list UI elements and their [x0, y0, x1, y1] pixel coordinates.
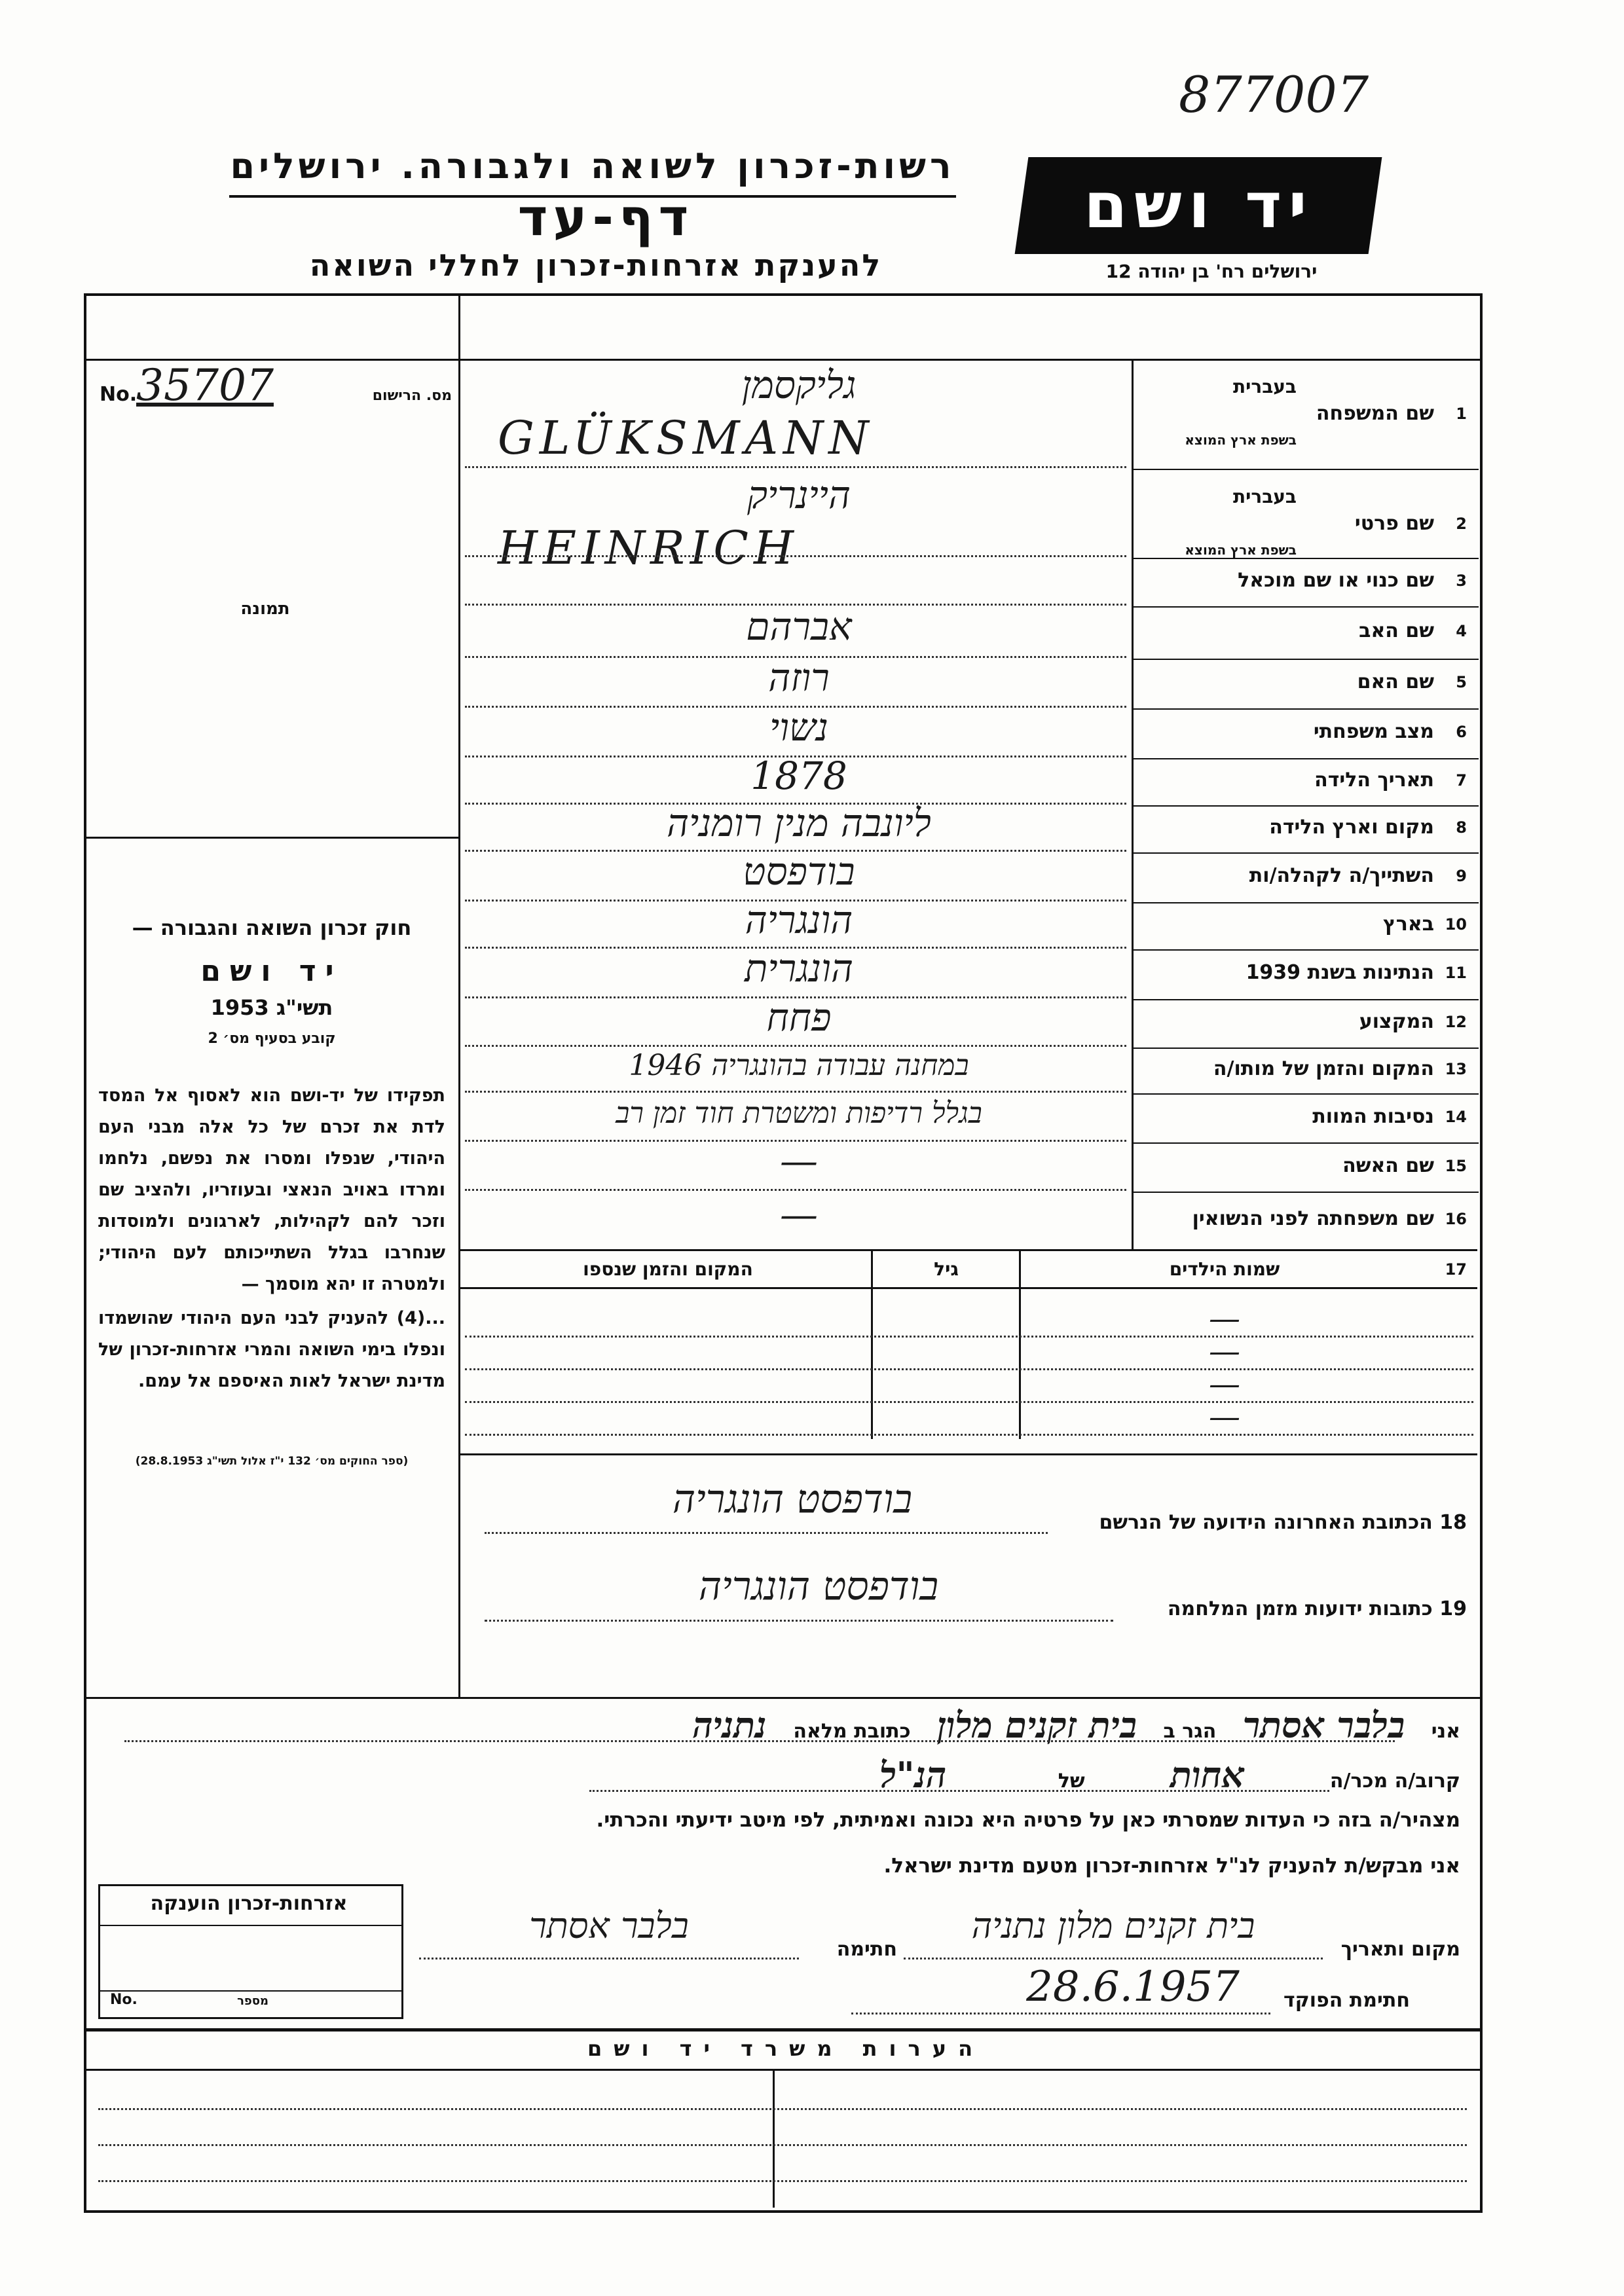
- field-1-hebrew-sublabel: בעברית: [1232, 376, 1297, 397]
- law-paragraph-1: תפקידו של יד-ושם הוא לאסוף אל המסד לדת את זכרם של כל אלה מבני העם היהודי, שנפלו ומסרו את נפשם, נלחמו ומרדו באויב הנאצי ובעוזריו, ולהציב שם וזכר להם לקהילות, לארגונים ולמוסדות שנחרבו בגלל השתייכותם לעם היהודי; ולמטרה זו יהא מוסמך —: [98, 1085, 445, 1294]
- declaration-line-1: [131, 1702, 1460, 1755]
- field-2-number: 2: [1456, 515, 1467, 533]
- declaration-top-line: [86, 1697, 1480, 1699]
- field-2-origin-sublabel: בשפת ארץ המוצא: [1185, 542, 1297, 558]
- frame-top-band: [86, 359, 1480, 361]
- field-value-dotline: [465, 1045, 1126, 1047]
- field-13-label: המקום והזמן של מותו/ה: [1213, 1057, 1434, 1080]
- field-3-number: 3: [1456, 572, 1467, 590]
- place-date-dots: [904, 1958, 1323, 1959]
- field-8-number: 8: [1456, 818, 1467, 837]
- field-1-number: 1: [1456, 405, 1467, 423]
- office-notes-top-line: [86, 2028, 1480, 2032]
- field-18-label: [1035, 1511, 1467, 1534]
- left-column-divider: [458, 296, 460, 1697]
- form-title: דף-עד: [517, 189, 694, 247]
- field-11-number: 11: [1445, 964, 1467, 982]
- law-clause: קובע בסעיף מס׳ 2: [208, 1030, 336, 1047]
- field-9-label: השתייך/ה לקהלה/ות: [1249, 864, 1434, 887]
- decl-relation: אחות: [1170, 1754, 1245, 1796]
- field-row-separator: [1132, 659, 1479, 660]
- office-notes-dots-1: [98, 2108, 1467, 2110]
- photo-label: תמונה: [240, 599, 290, 619]
- field-16-label: שם משפחתה לפני הנשואין: [1192, 1207, 1434, 1230]
- field-10-label: בארץ: [1382, 913, 1434, 936]
- field-14-label: נסיבות המוות: [1312, 1104, 1434, 1128]
- field-value-dotline: [465, 1189, 1126, 1191]
- field-10-value: הונגריה: [745, 897, 853, 942]
- field-row-separator: [1132, 999, 1479, 1000]
- field-value-dotline: [465, 466, 1126, 468]
- officer-signature-value: 28.6.1957: [1026, 1963, 1240, 2011]
- children-names-header: שמות הילדים: [1169, 1258, 1280, 1280]
- field-11-label: הנתינות בשנת 1939: [1246, 961, 1434, 984]
- field-row-separator: [1132, 1142, 1479, 1144]
- stamp-box-divider-2: [100, 1990, 401, 1992]
- field-row-separator: [1132, 758, 1479, 759]
- decl-lives-label: הגר ב: [1163, 1720, 1217, 1743]
- field-row-separator: [1132, 1093, 1479, 1095]
- law-name: יד ושם: [200, 955, 343, 988]
- field-15-number: 15: [1445, 1156, 1467, 1175]
- field-row-separator: [1132, 805, 1479, 807]
- field-row-separator: [1132, 902, 1479, 903]
- field-16-number: 16: [1445, 1210, 1467, 1228]
- field-row-separator: [1132, 606, 1479, 608]
- decl-name: בלבר אסתר: [1242, 1704, 1405, 1746]
- decl-place: בית זקנים מלון: [937, 1704, 1137, 1746]
- field-row-separator: [1132, 1192, 1479, 1193]
- decl-line-1-dots: [124, 1740, 1395, 1742]
- place-date-label: מקום ותאריך: [1340, 1938, 1460, 1961]
- form-subtitle: להענקת אזרחות-זכרון לחללי השואה: [309, 247, 883, 283]
- logo-address: ירושלים רח' בן יהודה 12: [1105, 261, 1318, 282]
- children-col-divider-1: [871, 1249, 873, 1439]
- field-9-value: בודפסט: [743, 848, 855, 894]
- office-notes-col-divider: [773, 2069, 775, 2208]
- field-2-latin-value: HEINRICH: [498, 521, 800, 575]
- logo-text: יד ושם: [1083, 169, 1314, 242]
- field-4-value: אברהם: [746, 604, 852, 649]
- field-18-dotline: [485, 1532, 1048, 1534]
- field-4-number: 4: [1456, 622, 1467, 640]
- field-row-separator: [1132, 469, 1479, 470]
- field-13-number: 13: [1445, 1060, 1467, 1078]
- archive-number: 877007: [1179, 65, 1369, 124]
- field-value-dotline: [465, 555, 1126, 557]
- field-2-hebrew-sublabel: בעברית: [1232, 486, 1297, 507]
- field-1-label: שם המשפחה: [1316, 402, 1434, 425]
- field-5-value: רוזה: [768, 655, 830, 700]
- children-header-line: [458, 1287, 1477, 1289]
- officer-dots: [851, 2013, 1270, 2014]
- decl-address-label: כתובת מלאה: [793, 1720, 911, 1743]
- field-6-number: 6: [1456, 723, 1467, 741]
- field-value-dotline: [465, 1091, 1126, 1093]
- record-number-value: 35707: [136, 360, 274, 410]
- field-1-origin-sublabel: בשפת ארץ המוצא: [1185, 432, 1297, 448]
- field-1-latin-value: GLÜKSMANN: [498, 411, 874, 465]
- field-2-value: היינריק: [747, 473, 851, 517]
- office-notes-title: הערות משרד יד ושם: [587, 2036, 985, 2061]
- authority-line: רשות-זכרון לשואה ולגבורה. ירושלים: [230, 145, 955, 187]
- field-7-value: 1878: [750, 753, 847, 798]
- place-date-value: בית זקנים מלון נתניה: [971, 1905, 1255, 1946]
- field-row-separator: [1132, 558, 1479, 559]
- office-notes-dots-3: [98, 2180, 1467, 2182]
- children-age-header: גיל: [934, 1258, 959, 1280]
- field-19-dotline: [485, 1620, 1113, 1622]
- field-7-label: תאריך הלידה: [1314, 769, 1434, 792]
- field-18-number: 18: [1439, 1511, 1467, 1534]
- field-9-number: 9: [1456, 867, 1467, 885]
- field-7-number: 7: [1456, 771, 1467, 790]
- child-name: —: [1209, 1333, 1240, 1370]
- office-notes-header-line: [86, 2069, 1480, 2071]
- field-14-value: בגלל רדיפות ומשטרת חוד זמן רב: [616, 1096, 982, 1130]
- field-12-number: 12: [1445, 1013, 1467, 1031]
- children-col-divider-2: [1019, 1249, 1021, 1439]
- field-row-separator: [1132, 1048, 1479, 1049]
- field-row-separator: [1132, 852, 1479, 854]
- field-19-label: [1022, 1597, 1467, 1620]
- field-8-label: מקום וארץ הלידה: [1269, 816, 1434, 839]
- decl-of-label: של: [1058, 1770, 1085, 1793]
- field-16-value: —: [780, 1192, 818, 1237]
- field-18-text: הכתובת האחרונה הידועה של הנרשם: [1099, 1511, 1433, 1534]
- decl-relation-label: קרוב/ה מכר/ה: [1329, 1770, 1460, 1793]
- signature-dots: [419, 1958, 799, 1959]
- decl-address: נתניה: [692, 1704, 767, 1746]
- field-6-value: נשוי: [769, 704, 828, 750]
- field-13-value: במחנה עבודה בהונגריה 1946: [629, 1049, 969, 1082]
- field-15-value: —: [780, 1139, 818, 1183]
- children-top-line: [458, 1249, 1477, 1251]
- record-number-prefix: No.: [100, 383, 138, 406]
- office-notes-dots-2: [98, 2144, 1467, 2146]
- field-3-label: שם כנוי או שם מוכאל: [1238, 569, 1434, 592]
- law-footnote: (ספר החוקים מס׳ 132 י"ז אלול תשי"ג 28.8.1953): [135, 1455, 409, 1468]
- field-19-text: כתובות ידועות מזמן המלחמה: [1167, 1597, 1433, 1620]
- decl-of-name: הנ"ל: [879, 1754, 947, 1796]
- field-4-label: שם האב: [1359, 619, 1434, 642]
- label-column-divider: [1132, 359, 1134, 1249]
- field-6-label: מצב משפחתי: [1313, 720, 1434, 743]
- law-paragraph-2: ...(4) להעניק לבני העם היהודי שהושמדו ונפלו בימי השואה והמרי אזרחות-זכרון של מדינת ישראל לאות האיספם אל עמם.: [98, 1308, 445, 1391]
- field-17-number: 17: [1445, 1260, 1467, 1279]
- stamp-box-divider-1: [100, 1925, 401, 1926]
- field-12-value: פחח: [766, 994, 832, 1040]
- field-19-number: 19: [1439, 1597, 1467, 1620]
- signature-label: חתימה: [836, 1938, 897, 1961]
- field-5-number: 5: [1456, 673, 1467, 691]
- field-10-number: 10: [1445, 915, 1467, 934]
- signature-value: בלבר אסתר: [529, 1905, 689, 1946]
- field-18-value: בודפסט הונגריה: [672, 1476, 913, 1522]
- law-title: חוק זכרון השואה והגבורה —: [132, 915, 412, 940]
- record-number-label: מס. הרישום: [372, 388, 452, 404]
- yad-vashem-logo: [1015, 157, 1382, 254]
- declaration-line-2: [131, 1752, 1460, 1804]
- decl-prefix: אני: [1431, 1720, 1460, 1743]
- field-15-label: שם האשה: [1342, 1154, 1434, 1177]
- field-19-value: בודפסט הונגריה: [698, 1563, 939, 1609]
- stamp-box-number-prefix: No.: [110, 1992, 138, 2008]
- field-8-value: ליונבה מנין רומניה: [667, 800, 931, 845]
- photo-box-bottom: [86, 837, 460, 839]
- field-2-label: שם פרטי: [1354, 512, 1434, 535]
- law-year: תשי"ג 1953: [210, 995, 333, 1020]
- child-name: —: [1209, 1398, 1240, 1435]
- field-11-value: הונגרית: [745, 945, 853, 991]
- children-place-header: המקום והזמן שנספו: [583, 1258, 753, 1280]
- stamp-box-number-label: מספר: [237, 1994, 268, 2008]
- child-name: —: [1209, 1300, 1240, 1337]
- field-row-separator: [1132, 949, 1479, 951]
- field-5-label: שם האם: [1357, 670, 1434, 693]
- stamp-box-title: אזרחות-זכרון הוענקה: [150, 1892, 348, 1915]
- declaration-statement-2: אני מבקש/ת להעניק לנ"ל אזרחות-זכרון מטעם מדינת ישראל.: [883, 1854, 1460, 1878]
- field-14-number: 14: [1445, 1107, 1467, 1126]
- declaration-statement-1: מצהיר/ה בזה כי העדות שמסרתי כאן על פרטיה היא נכונה ואמיתית, לפי מיטב ידיעתי והכרתי.: [596, 1808, 1460, 1832]
- officer-signature-label: חתימת הפוקד: [1283, 1989, 1410, 2012]
- decl-line-2-dots: [589, 1790, 1329, 1792]
- field-row-separator: [1132, 708, 1479, 710]
- field-18-top-line: [458, 1453, 1477, 1455]
- field-12-label: המקצוע: [1359, 1010, 1434, 1033]
- field-1-value: גליקסמן: [741, 363, 857, 407]
- child-name: —: [1209, 1366, 1240, 1402]
